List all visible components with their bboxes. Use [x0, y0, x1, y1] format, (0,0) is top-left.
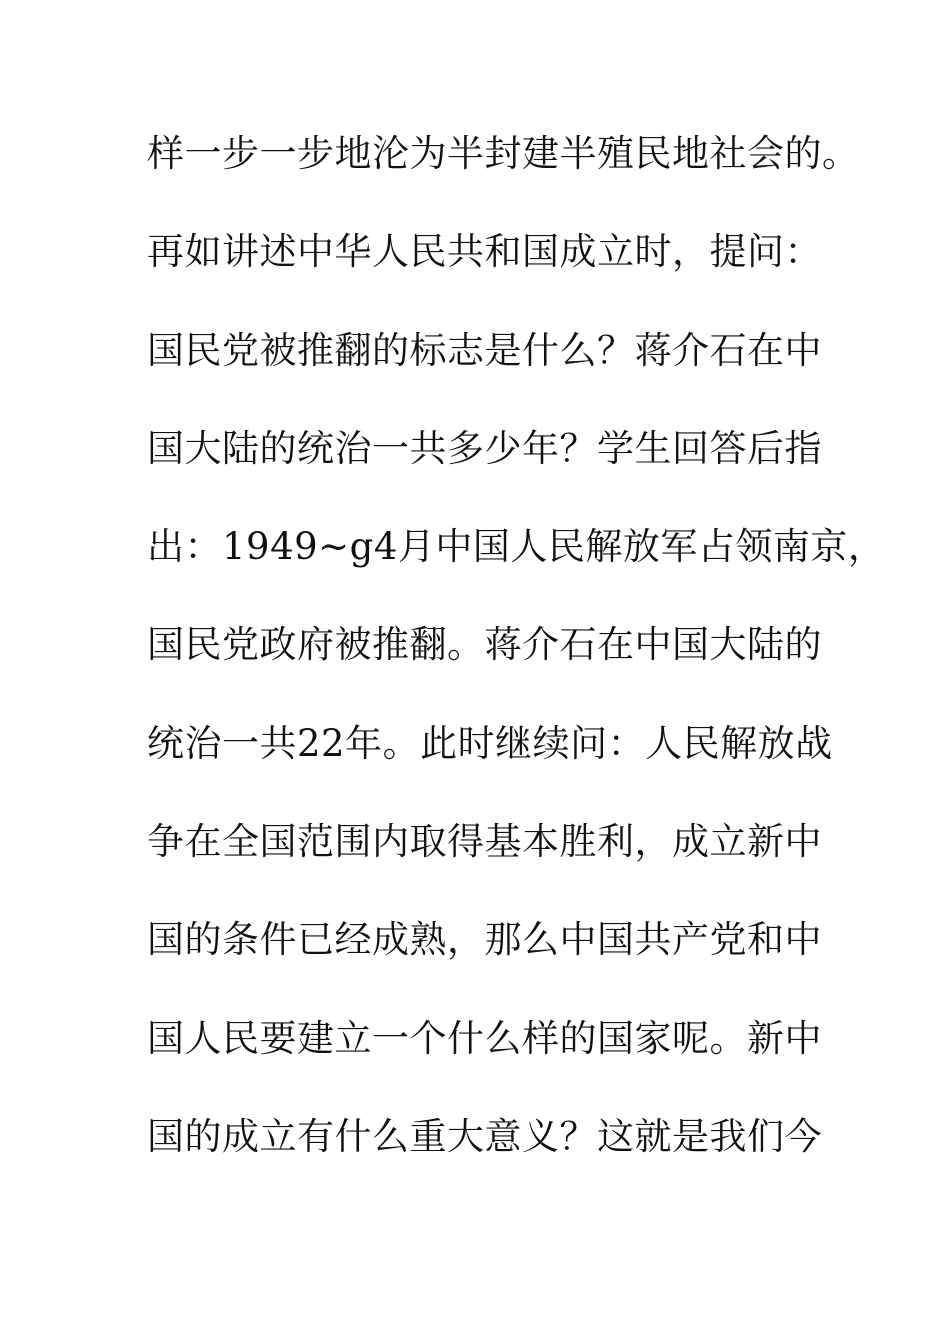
text-line-2: 再如讲述中华人民共和国成立时，提问： [147, 230, 822, 274]
text-line-9: 国的条件已经成熟，那么中国共产党和中 [147, 918, 822, 962]
text-line-6: 国民党政府被推翻。蒋介石在中国大陆的 [147, 623, 822, 667]
text-line-5: 出：1949~g4月中国人民解放军占领南京， [147, 525, 886, 569]
text-line-7: 统治一共22年。此时继续问：人民解放战 [147, 721, 833, 765]
text-line-3: 国民党被推翻的标志是什么？蒋介石在中 [147, 328, 822, 372]
text-line-8: 争在全国范围内取得基本胜利，成立新中 [147, 820, 822, 864]
body-text [147, 123, 886, 1204]
text-line-10: 国人民要建立一个什么样的国家呢。新中 [147, 1016, 822, 1060]
text-line-11: 国的成立有什么重大意义？这就是我们今 [147, 1114, 822, 1158]
text-line-1: 样一步一步地沦为半封建半殖民地社会的。 [147, 132, 860, 175]
text-line-4: 国大陆的统治一共多少年？学生回答后指 [147, 426, 822, 470]
